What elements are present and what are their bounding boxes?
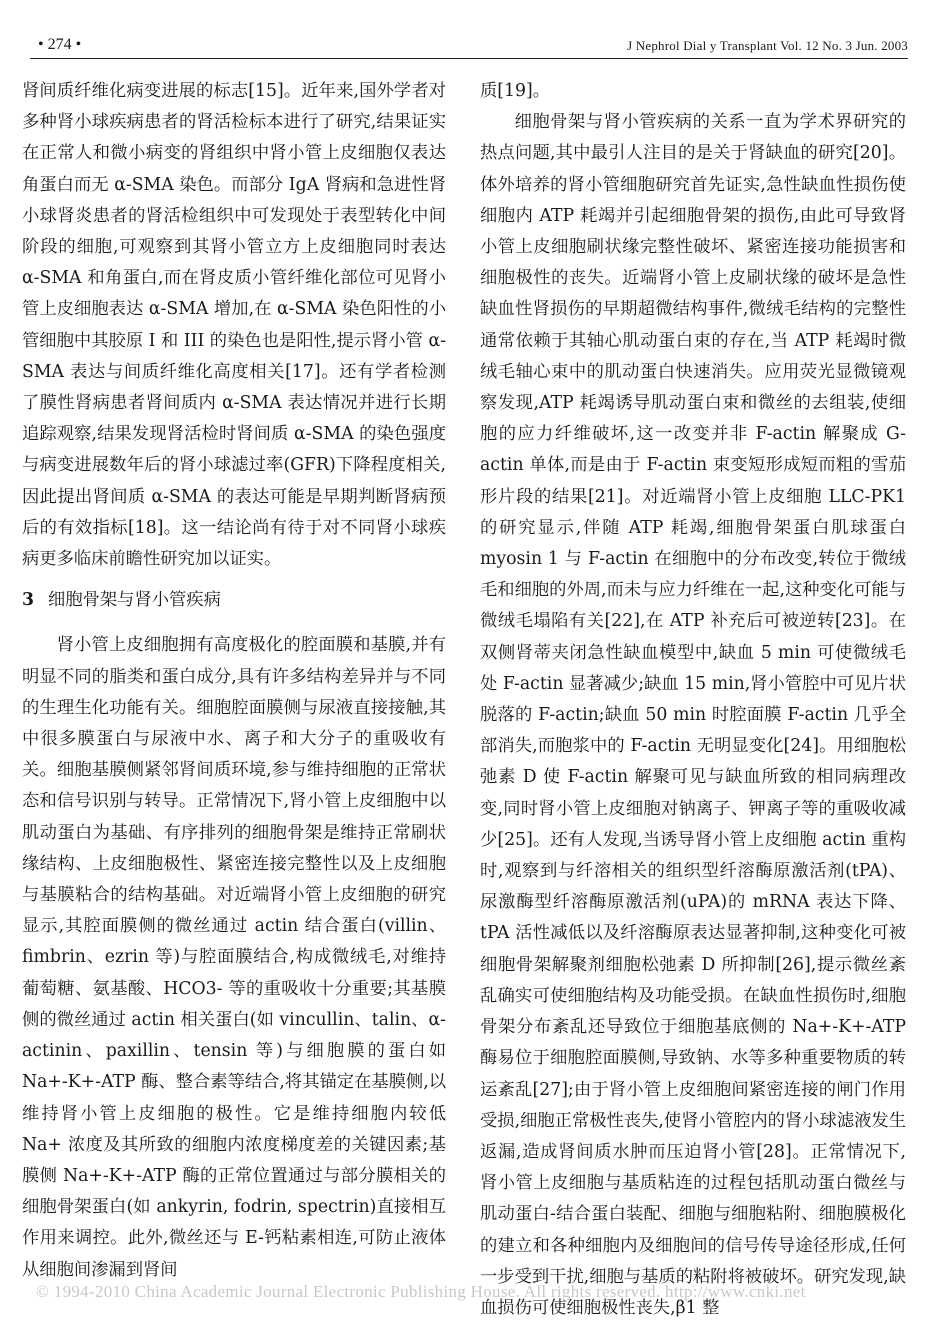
section-title: 细胞骨架与肾小管疾病 [48,590,221,611]
right-column [480,76,906,1324]
journal-citation: J Nephrol Dial y Transplant Vol. 12 No. 3 Jun. 2003 [627,38,908,53]
section-number: 3 [22,590,35,611]
left-paragraph-2: 肾小管上皮细胞拥有高度极化的腔面膜和基膜,并有明显不同的脂类和蛋白成分,具有许多结构差异并与不同的生理生化功能有关。细胞腔面膜侧与尿液直接接触,其中很多膜蛋白与尿液中水、离子和大分子的重吸收有关。细胞基膜侧紧邻肾间质环境,参与维持细胞的正常状态和信号识别与转导。正常情况下,肾小管上皮细胞中以肌动蛋白为基础、有序排列的细胞骨架是维持正常刷状缘结构、上皮细胞极性、紧密连接完整性以及上皮细胞与基膜粘合的结构基础。对近端肾小管上皮细胞的研究显示,其腔面膜侧的微丝通过 actin 结合蛋白(villin、fimbrin、ezrin 等)与腔面膜结合,构成微绒毛,对维持葡萄糖、氨基酸、HCO3- 等的重吸收十分重要;其基膜侧的微丝通过 actin 相关蛋白(如 vincullin、talin、α-actinin、paxillin、tensin 等)与细胞膜的蛋白如 Na+-K+-ATP 酶、整合素等结合,将其锚定在基膜侧,以维持肾小管上皮细胞的极性。它是维持细胞内较低 Na+ 浓度及其所致的细胞内浓度梯度差的关键因素;基膜侧 Na+-K+-ATP 酶的正常位置通过与部分膜相关的细胞骨架蛋白(如 ankyrin, fodrin, spectrin)直接相互作用来调控。此外,微丝还与 E-钙粘素相连,可防止液体从细胞间渗漏到肾间 [22,635,446,1280]
left-paragraph-1: 肾间质纤维化病变进展的标志[15]。近年来,国外学者对多种肾小球疾病患者的肾活检标本进行了研究,结果证实在正常人和微小病变的肾组织中肾小管上皮细胞仅表达角蛋白而无 α-SMA 染色。而部分 IgA 肾病和急进性肾小球肾炎患者的肾活检组织中可发现处于表型转化中间阶段的细胞,可观察到其肾小管立方上皮细胞同时表达 α-SMA 和角蛋白,而在肾皮质小管纤维化部位可见肾小管上皮细胞表达 α-SMA 增加,在 α-SMA 染色阳性的小管细胞中其胶原 I 和 III 的染色也是阳性,提示肾小管 α-SMA 表达与间质纤维化高度相关[17]。还有学者检测了膜性肾病患者肾间质内 α-SMA 表达情况并进行长期追踪观察,结果发现肾活检时肾间质 α-SMA 的染色强度与病变进展数年后的肾小球滤过率(GFR)下降程度相关,因此提出肾间质 α-SMA 的表达可能是早期判断肾病预后的有效指标[18]。这一结论尚有待于对不同肾小球疾病更多临床前瞻性研究加以证实。 [22,81,446,570]
running-header [30,36,908,59]
page-number: • 274 • [38,36,82,53]
right-paragraph-2: 细胞骨架与肾小管疾病的关系一直为学术界研究的热点问题,其中最引人注目的是关于肾缺血的研究[20]。体外培养的肾小管细胞研究首先证实,急性缺血性损伤使细胞内 ATP 耗竭并引起细胞骨架的损伤,由此可导致肾小管上皮细胞刷状缘完整性破坏、紧密连接功能损害和细胞极性的丧失。近端肾小管上皮刷状缘的破坏是急性缺血性肾损伤的早期超微结构事件,微绒毛结构的完整性通常依赖于其轴心肌动蛋白束的存在,当 ATP 耗竭时微绒毛轴心束中的肌动蛋白快速消失。应用荧光显微镜观察发现,ATP 耗竭诱导肌动蛋白束和微丝的去组装,使细胞的应力纤维破坏,这一改变并非 F-actin 解聚成 G-actin 单体,而是由于 F-actin 束变短形成短而粗的雪茄形片段的结果[21]。对近端肾小管上皮细胞 LLC-PK1 的研究显示,伴随 ATP 耗竭,细胞骨架蛋白肌球蛋白 myosin 1 与 F-actin 在细胞中的分布改变,转位于微绒毛和细胞的外周,而未与应力纤维在一起,这种变化可能与微绒毛塌陷有关[22],在 ATP 补充后可被逆转[23]。在双侧肾蒂夹闭急性缺血模型中,缺血 5 min 可使微绒毛处 F-actin 显著减少;缺血 15 min,肾小管腔中可见片状脱落的 F-actin;缺血 50 min 时腔面膜 F-actin 几乎全部消失,而胞浆中的 F-actin 无明显变化[24]。用细胞松弛素 D 使 F-actin 解聚可见与缺血所致的相同病理改变,同时肾小管上皮细胞对钠离子、钾离子等的重吸收减少[25]。还有人发现,当诱导肾小管上皮细胞 actin 重构时,观察到与纤溶相关的组织型纤溶酶原激活剂(tPA)、尿激酶型纤溶酶原激活剂(uPA)的 mRNA 表达下降、tPA 活性减低以及纤溶酶原表达显著抑制,这种变化可被细胞骨架解聚剂细胞松弛素 D 所抑制[26],提示微丝紊乱确实可使细胞结构及功能受损。在缺血性损伤时,细胞骨架分布紊乱还导致位于细胞基底侧的 Na+-K+-ATP 酶易位于细胞腔面膜侧,导致钠、水等多种重要物质的转运紊乱[27];由于肾小管上皮细胞间紧密连接的闸门作用受损,细胞正常极性丧失,使肾小管腔内的肾小球滤液发生返漏,造成肾间质水肿而压迫肾小管[28]。正常情况下,肾小管上皮细胞与基质粘连的过程包括肌动蛋白微丝与肌动蛋白-结合蛋白装配、细胞与细胞粘附、细胞膜极化的建立和各种细胞内及细胞间的信号传导途径形成,任何一步受到干扰,细胞与基质的粘附将被破坏。研究发现,缺血损伤可使细胞极性丧失,β1 整 [480,112,906,1318]
right-paragraph-1: 质[19]。 [480,81,551,101]
copyright-watermark: © 1994-2010 China Academic Journal Electronic Publishing House. All rights reserved. http://www.cnki.net [36,1282,806,1301]
section-heading [22,585,446,616]
left-column [22,76,446,1286]
